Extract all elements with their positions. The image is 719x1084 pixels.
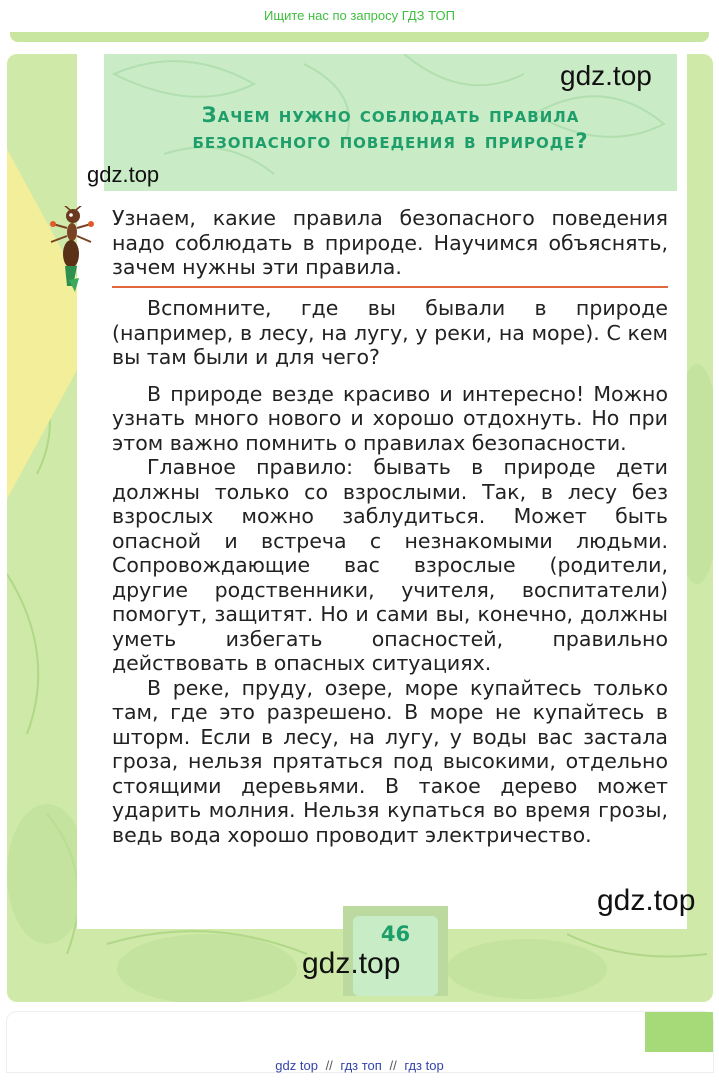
- body-paragraph: В реке, пруду, озере, море купайтесь только там, где это разрешено. В море не купайтесь в шторм. Если в лесу, на лугу, у воды вас застала гроза, нельзя прятаться под высокими, отдельно стоящими деревьями. В такое дерево может ударить молния. Нельзя купаться во время грозы, ведь вода хорошо проводит электричество.: [112, 675, 668, 847]
- watermark: gdz.top: [597, 884, 696, 917]
- top-banner[interactable]: [0, 0, 719, 32]
- watermark: gdz.top: [87, 162, 160, 187]
- divider-line: [112, 286, 668, 288]
- lesson-body: [112, 296, 668, 847]
- top-banner-text[interactable]: Ищите нас по запросу ГДЗ ТОП: [264, 8, 455, 23]
- next-page-accent: [645, 1012, 713, 1052]
- page-number: 46: [380, 922, 411, 946]
- title-line-2: безопасного поведения в природе?: [192, 129, 589, 153]
- watermark: gdz.top: [560, 60, 652, 91]
- title-line-1: Зачем нужно соблюдать правила: [201, 103, 580, 127]
- footer-link-1[interactable]: gdz top: [275, 1058, 318, 1073]
- textbook-page: [7, 54, 713, 1002]
- body-paragraph: Главное правило: бывать в природе дети должны только со взрослыми. Так, в лесу без взрослых можно заблудиться. Может быть опасной и встреча с незнакомыми людьми. Сопровождающие вас взрослые (родители, другие родственники, учителя, воспитатели) помогут, защитят. Но и сами вы, конечно, должны уметь избегать опасностей, правильно действовать в опасных ситуациях.: [112, 455, 668, 675]
- footer-link-2[interactable]: гдз топ: [340, 1058, 382, 1073]
- bottom-links: [0, 1058, 719, 1073]
- lesson-goal-text: Узнаем, какие правила безопасного поведения надо соблюдать в природе. Научимся объяснять, зачем нужны эти правила.: [112, 206, 668, 279]
- ant-icon: [45, 206, 95, 292]
- body-paragraph: В природе везде красиво и интересно! Можно узнать много нового и хорошо отдохнуть. Но при этом важно помнить о правилах безопасности.: [112, 381, 668, 455]
- previous-page-edge: [10, 32, 709, 42]
- footer-separator: //: [325, 1058, 333, 1073]
- footer-link-3[interactable]: гдз top: [404, 1058, 444, 1073]
- question-paragraph: Вспомните, где вы бывали в природе (например, в лесу, на лугу, у реки, на море). С кем вы там были и для чего?: [112, 296, 668, 369]
- section-title: [104, 102, 677, 154]
- footer-separator: //: [389, 1058, 397, 1073]
- watermark: gdz.top: [302, 947, 401, 980]
